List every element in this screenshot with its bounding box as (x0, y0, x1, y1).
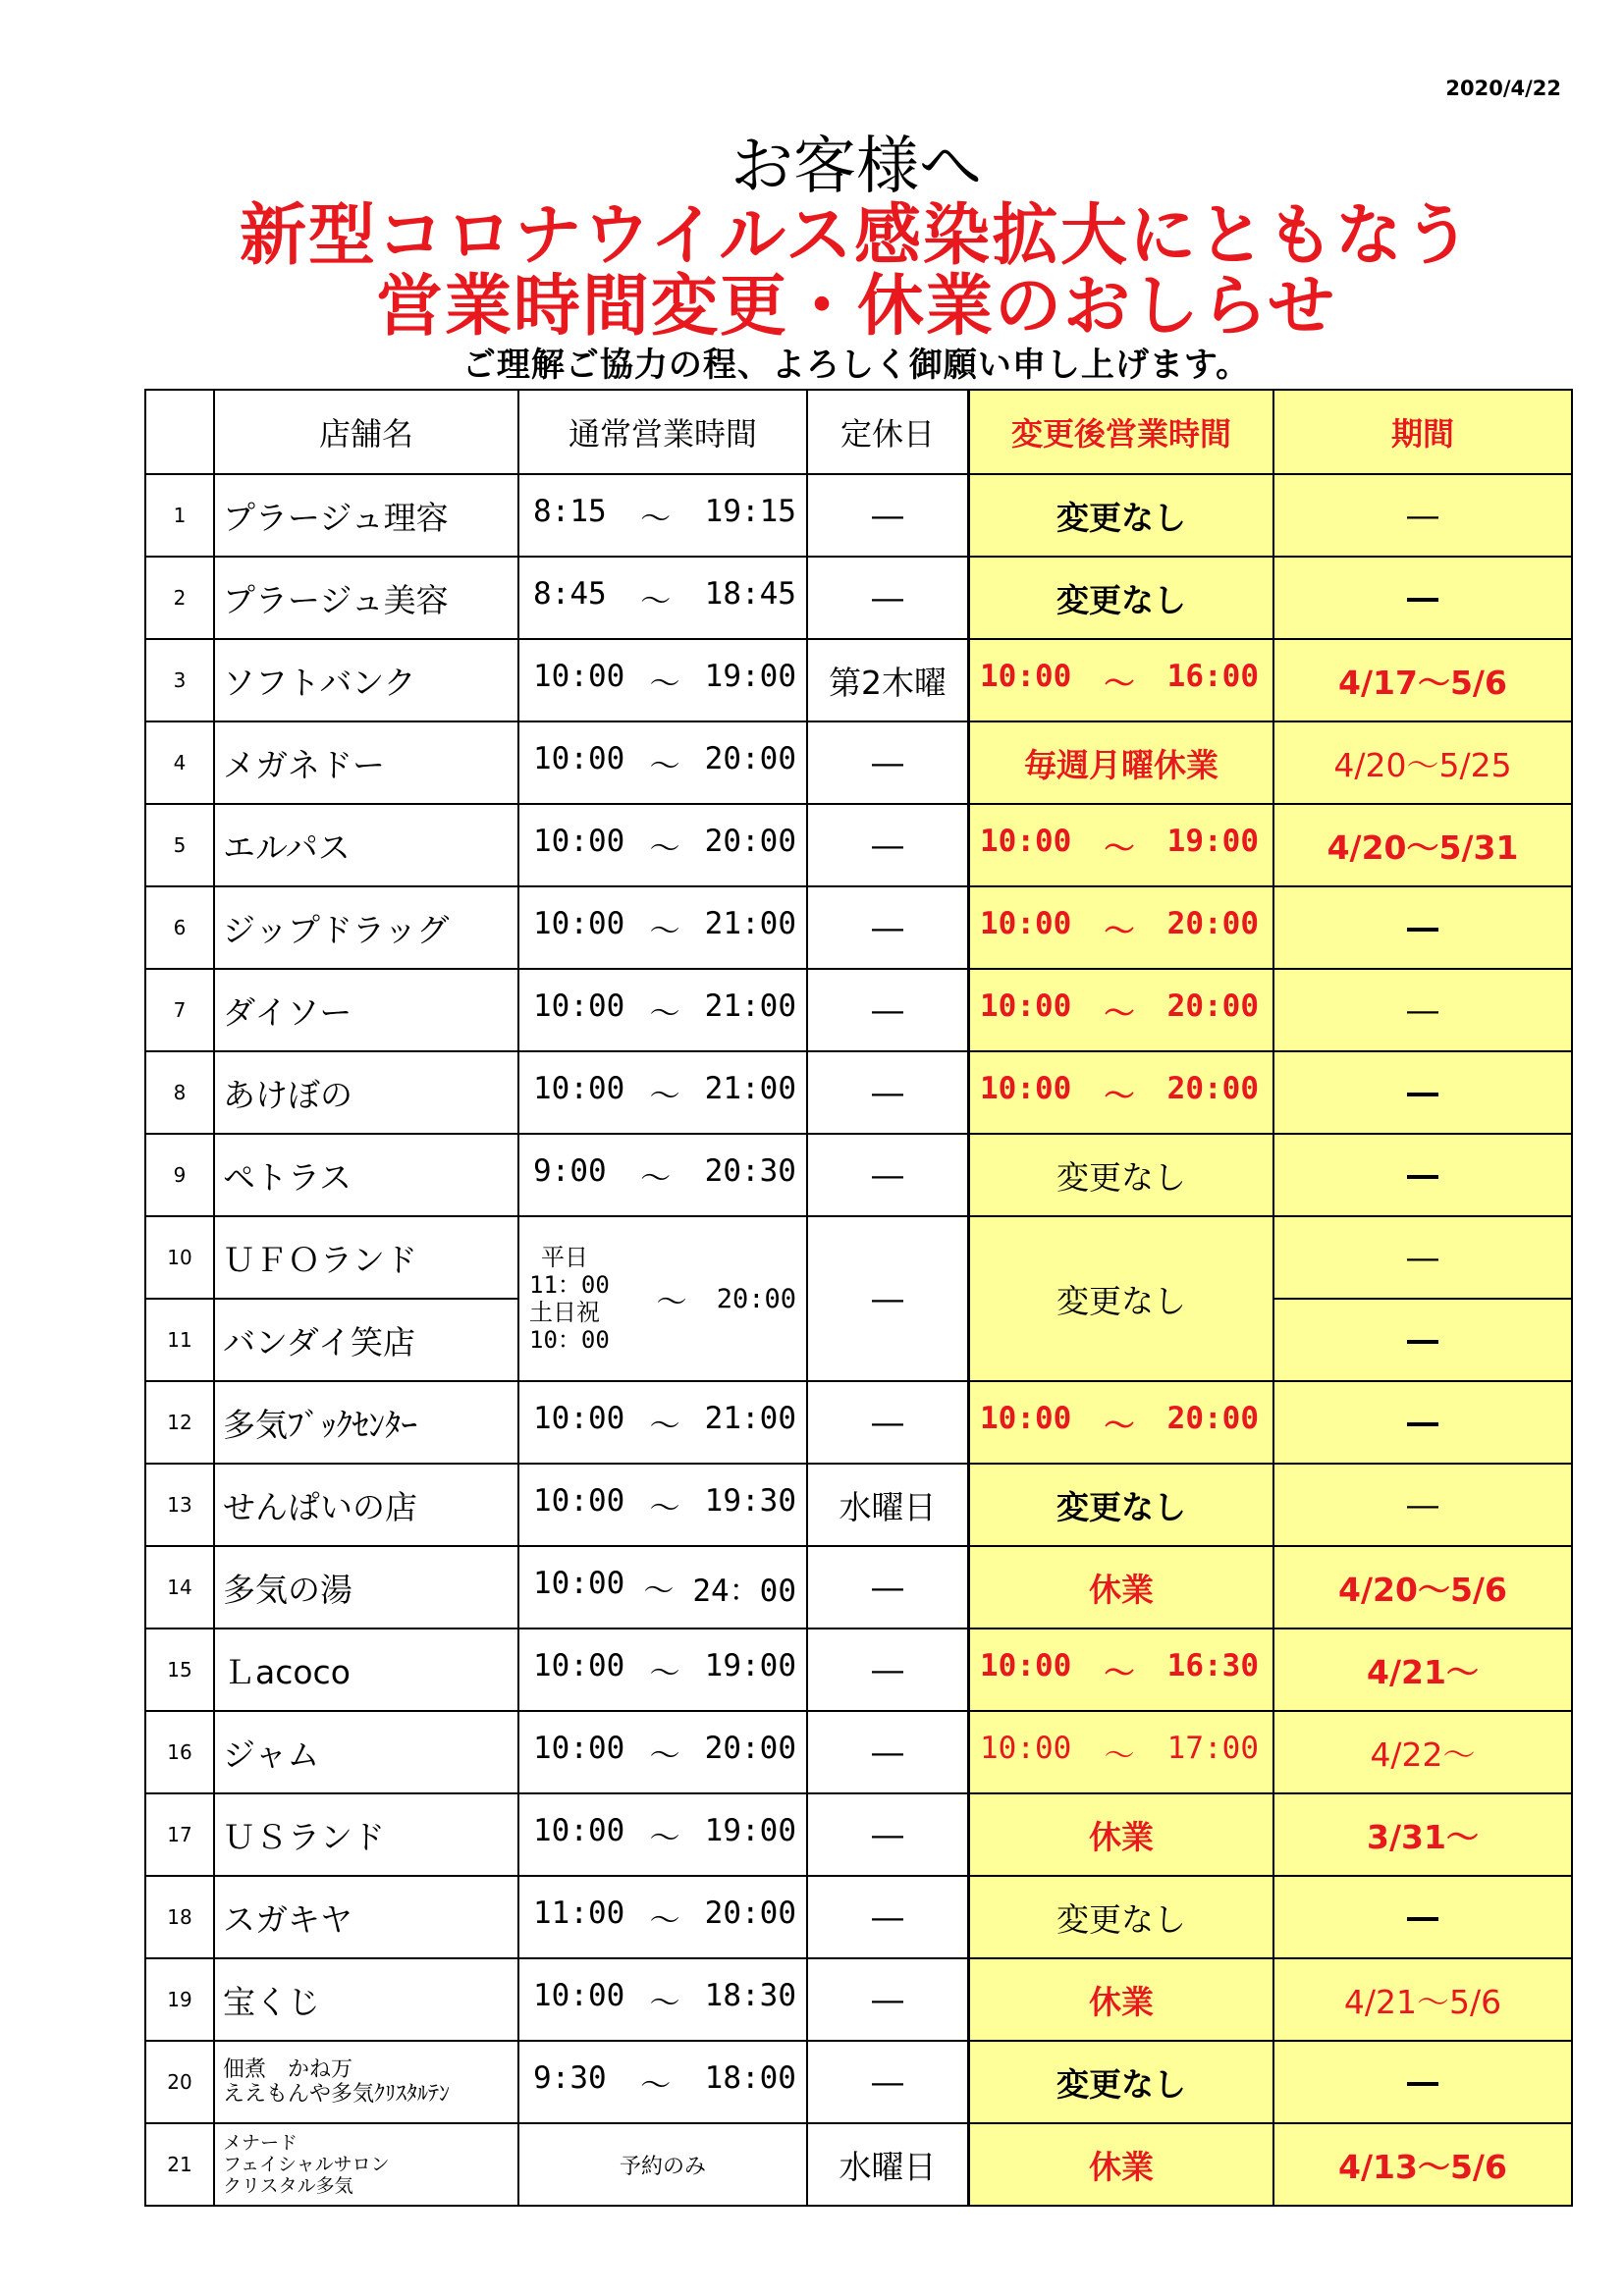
row-number: 6 (145, 886, 214, 969)
changed-close-time: 17:00 (1166, 1730, 1259, 1766)
table-row (145, 1546, 1572, 1629)
changed-open-time: 10:00 (980, 905, 1072, 941)
range-tilde: ～ (643, 1573, 675, 1609)
open-time: 10:00 (533, 823, 625, 859)
changed-hours (969, 1051, 1274, 1134)
changed-hours (969, 1629, 1274, 1711)
changed-hours: 変更なし (969, 2041, 1274, 2123)
period: ― (1273, 1876, 1572, 1958)
store-name: 多気の湯 (214, 1546, 518, 1629)
changed-close-time: 20:00 (1166, 1400, 1259, 1436)
store-name: ダイソー (214, 969, 518, 1051)
open-time: 10:00 (533, 1070, 625, 1106)
open-time: 8:15 (533, 493, 607, 529)
changed-hours: 休業 (969, 1793, 1274, 1876)
store-name: エルパス (214, 804, 518, 886)
range-tilde: ～ (1104, 1078, 1135, 1114)
normal-hours (518, 1051, 807, 1134)
regular-holiday: ― (807, 1958, 969, 2041)
period: 4/20～5/31 (1273, 804, 1572, 886)
range-tilde: ～ (649, 666, 680, 702)
regular-holiday: ― (807, 804, 969, 886)
changed-hours: 変更なし (969, 1464, 1274, 1546)
table-row (145, 1711, 1572, 1793)
open-time: 10:00 (533, 905, 625, 941)
range-tilde: ～ (656, 1284, 687, 1320)
store-name-line: クリスタル多気 (223, 2175, 353, 2197)
header-regular-holiday: 定休日 (807, 390, 969, 474)
normal-hours (518, 886, 807, 969)
normal-hours (518, 969, 807, 1051)
period: 4/22～ (1273, 1711, 1572, 1793)
store-name: バンダイ笑店 (214, 1299, 518, 1381)
close-time: 20:00 (704, 823, 796, 859)
range-tilde: ～ (640, 583, 672, 619)
store-name (214, 2123, 518, 2206)
range-tilde: ～ (1104, 830, 1135, 867)
period: ― (1273, 1381, 1572, 1464)
regular-holiday: ― (807, 1546, 969, 1629)
row-number: 16 (145, 1711, 214, 1793)
changed-open-time: 10:00 (980, 1730, 1072, 1766)
range-tilde: ～ (649, 1820, 680, 1856)
normal-hours (518, 1876, 807, 1958)
changed-hours: 変更なし (969, 1216, 1274, 1381)
store-name: プラージュ理容 (214, 474, 518, 557)
row-number: 18 (145, 1876, 214, 1958)
range-tilde: ～ (640, 1160, 672, 1197)
range-tilde: ～ (1104, 666, 1135, 702)
open-time: 10:00 (533, 1647, 625, 1683)
store-name: メガネドー (214, 721, 518, 804)
regular-holiday: ― (807, 2041, 969, 2123)
row-number: 7 (145, 969, 214, 1051)
table-row (145, 1381, 1572, 1464)
store-name-line: フェイシャルサロン (223, 2154, 390, 2175)
table-row (145, 886, 1572, 969)
open-time: 9:30 (533, 2059, 607, 2096)
changed-open-time: 10:00 (980, 1400, 1072, 1436)
range-tilde: ～ (649, 1737, 680, 1774)
regular-holiday: 第2木曜 (807, 639, 969, 721)
range-tilde: ～ (649, 1490, 680, 1526)
open-time: 9:00 (533, 1152, 607, 1189)
regular-holiday: 水曜日 (807, 2123, 969, 2206)
open-time: 11:00 (533, 1895, 625, 1931)
regular-holiday: ― (807, 886, 969, 969)
close-time: 20:30 (704, 1152, 796, 1189)
changed-hours (969, 886, 1274, 969)
range-tilde: ～ (649, 1078, 680, 1114)
close-time: 19:15 (704, 493, 796, 529)
close-time: 20:00 (716, 1283, 796, 1314)
row-number: 19 (145, 1958, 214, 2041)
header-num (145, 390, 214, 474)
table-row (145, 2041, 1572, 2123)
document-date: 2020/4/22 (1445, 77, 1561, 100)
range-tilde: ～ (640, 2067, 672, 2104)
normal-hours (518, 1793, 807, 1876)
period: ― (1273, 1051, 1572, 1134)
open-time: 10:00 (533, 988, 625, 1024)
range-tilde: ～ (649, 995, 680, 1032)
table-row (145, 1134, 1572, 1216)
row-number: 4 (145, 721, 214, 804)
store-name: ジャム (214, 1711, 518, 1793)
range-tilde: ～ (649, 748, 680, 784)
close-time: 21:00 (704, 1070, 796, 1106)
normal-hours (518, 557, 807, 639)
normal-hours (518, 1958, 807, 2041)
normal-hours-merged (518, 1216, 807, 1381)
period: 4/17～5/6 (1273, 639, 1572, 721)
row-number: 12 (145, 1381, 214, 1464)
store-name: ソフトバンク (214, 639, 518, 721)
open-time: 10:00 (533, 1812, 625, 1848)
row-number: 11 (145, 1299, 214, 1381)
store-name: スガキヤ (214, 1876, 518, 1958)
changed-hours (969, 804, 1274, 886)
row-number: 9 (145, 1134, 214, 1216)
row-number: 13 (145, 1464, 214, 1546)
table-header-row (145, 390, 1572, 474)
changed-open-time: 10:00 (980, 1647, 1072, 1683)
close-time: 19:30 (704, 1482, 796, 1519)
header-store-name: 店舗名 (214, 390, 518, 474)
changed-hours: 毎週月曜休業 (969, 721, 1274, 804)
close-time: 18:30 (704, 1977, 796, 2013)
range-tilde: ～ (649, 913, 680, 949)
period: 4/13～5/6 (1273, 2123, 1572, 2206)
changed-close-time: 20:00 (1166, 905, 1259, 941)
normal-hours (518, 1546, 807, 1629)
regular-holiday: ― (807, 474, 969, 557)
row-number: 15 (145, 1629, 214, 1711)
row-number: 8 (145, 1051, 214, 1134)
table-row (145, 721, 1572, 804)
regular-holiday: ― (807, 721, 969, 804)
range-tilde: ～ (1104, 1408, 1135, 1444)
close-time: 18:00 (704, 2059, 796, 2096)
table-row (145, 1958, 1572, 2041)
close-time: 20:00 (704, 1895, 796, 1931)
row-number: 3 (145, 639, 214, 721)
store-name: 宝くじ (214, 1958, 518, 2041)
regular-holiday: ― (807, 1711, 969, 1793)
changed-open-time: 10:00 (980, 823, 1072, 859)
close-time: 18:45 (704, 575, 796, 612)
changed-hours (969, 639, 1274, 721)
weekday-open-time: 11：00 (529, 1271, 610, 1299)
changed-open-time: 10:00 (980, 988, 1072, 1024)
period: 3/31～ (1273, 1793, 1572, 1876)
close-time: 19:00 (704, 1812, 796, 1848)
range-tilde: ～ (1104, 1655, 1135, 1691)
table-row (145, 1216, 1572, 1299)
table-row (145, 639, 1572, 721)
weekend-label: 土日祝 (529, 1299, 600, 1326)
open-time: 10:00 (533, 1400, 625, 1436)
regular-holiday: ― (807, 1793, 969, 1876)
close-time: 24：00 (692, 1573, 796, 1609)
range-tilde: ～ (649, 1655, 680, 1691)
period: 4/20～5/25 (1273, 721, 1572, 804)
header-changed-hours: 変更後営業時間 (969, 390, 1274, 474)
close-time: 21:00 (704, 988, 796, 1024)
changed-hours: 休業 (969, 2123, 1274, 2206)
changed-hours: 休業 (969, 1958, 1274, 2041)
changed-close-time: 20:00 (1166, 988, 1259, 1024)
row-number: 5 (145, 804, 214, 886)
changed-open-time: 10:00 (980, 1070, 1072, 1106)
changed-hours: 変更なし (969, 474, 1274, 557)
store-name: プラージュ美容 (214, 557, 518, 639)
row-number: 2 (145, 557, 214, 639)
changed-hours (969, 1711, 1274, 1793)
store-name: Ｌacoco (214, 1629, 518, 1711)
table-row (145, 1629, 1572, 1711)
normal-hours (518, 804, 807, 886)
regular-holiday: ― (807, 1216, 969, 1381)
normal-hours (518, 639, 807, 721)
changed-close-time: 19:00 (1166, 823, 1259, 859)
changed-close-time: 16:30 (1166, 1647, 1259, 1683)
period: 4/21～5/6 (1273, 1958, 1572, 2041)
notice-title-line2: 営業時間変更・休業のおしらせ (376, 268, 1336, 346)
changed-hours (969, 1381, 1274, 1464)
changed-hours (969, 969, 1274, 1051)
range-tilde: ～ (649, 1408, 680, 1444)
regular-holiday: ― (807, 1134, 969, 1216)
table-row (145, 804, 1572, 886)
normal-hours: 予約のみ (518, 2123, 807, 2206)
range-tilde: ～ (1104, 1737, 1135, 1774)
table-row (145, 969, 1572, 1051)
period: ― (1273, 1464, 1572, 1546)
range-tilde: ～ (1104, 913, 1135, 949)
changed-hours: 変更なし (969, 557, 1274, 639)
changed-hours: 休業 (969, 1546, 1274, 1629)
range-tilde: ～ (649, 1985, 680, 2021)
normal-hours (518, 1381, 807, 1464)
close-time: 19:00 (704, 658, 796, 694)
period: ― (1273, 1299, 1572, 1381)
table-row (145, 1793, 1572, 1876)
table-row (145, 1051, 1572, 1134)
period: ― (1273, 1134, 1572, 1216)
row-number: 1 (145, 474, 214, 557)
store-name: 多気ﾌﾞｯｸｾﾝﾀｰ (214, 1381, 518, 1464)
open-time: 10:00 (533, 658, 625, 694)
close-time: 20:00 (704, 1730, 796, 1766)
open-time: 8:45 (533, 575, 607, 612)
row-number: 21 (145, 2123, 214, 2206)
normal-hours (518, 1629, 807, 1711)
close-time: 21:00 (704, 1400, 796, 1436)
store-name-line: 佃煮 かね万 (223, 2057, 353, 2082)
open-time: 10:00 (533, 1730, 625, 1766)
changed-hours: 変更なし (969, 1876, 1274, 1958)
row-number: 14 (145, 1546, 214, 1629)
period: ― (1273, 886, 1572, 969)
open-time: 10:00 (533, 740, 625, 776)
normal-hours (518, 1464, 807, 1546)
normal-hours (518, 2041, 807, 2123)
range-tilde: ～ (649, 830, 680, 867)
regular-holiday: ― (807, 1381, 969, 1464)
notice-subtitle: ご理解ご協力の程、よろしく御願い申し上げます。 (461, 346, 1251, 385)
table-row (145, 474, 1572, 557)
table-row (145, 557, 1572, 639)
store-name (214, 2041, 518, 2123)
regular-holiday: ― (807, 557, 969, 639)
hours-schedule (529, 1244, 637, 1354)
open-time: 10:00 (533, 1565, 625, 1601)
close-time: 20:00 (704, 740, 796, 776)
period: ― (1273, 557, 1572, 639)
store-name: ＵＦＯランド (214, 1216, 518, 1299)
table-row (145, 1464, 1572, 1546)
store-name: ジップドラッグ (214, 886, 518, 969)
changed-close-time: 20:00 (1166, 1070, 1259, 1106)
row-number: 17 (145, 1793, 214, 1876)
page-title: お客様へ (731, 131, 982, 203)
store-name: ペトラス (214, 1134, 518, 1216)
period: 4/20～5/6 (1273, 1546, 1572, 1629)
changed-close-time: 16:00 (1166, 658, 1259, 694)
period: ― (1273, 2041, 1572, 2123)
store-name-line: メナード (223, 2132, 298, 2154)
period: ― (1273, 1216, 1572, 1299)
normal-hours (518, 1711, 807, 1793)
table-row (145, 2123, 1572, 2206)
store-name: ＵＳランド (214, 1793, 518, 1876)
regular-holiday: ― (807, 1051, 969, 1134)
normal-hours (518, 1134, 807, 1216)
open-time: 10:00 (533, 1482, 625, 1519)
store-name-line: ええもんや多気ｸﾘｽﾀﾙﾃﾝ (223, 2082, 451, 2107)
period: ― (1273, 474, 1572, 557)
header-normal-hours: 通常営業時間 (518, 390, 807, 474)
changed-hours: 変更なし (969, 1134, 1274, 1216)
row-number: 20 (145, 2041, 214, 2123)
open-time: 10:00 (533, 1977, 625, 2013)
row-number: 10 (145, 1216, 214, 1299)
normal-hours (518, 721, 807, 804)
notice-title-line1: 新型コロナウイルス感染拡大にともなう (240, 197, 1473, 275)
period: 4/21～ (1273, 1629, 1572, 1711)
store-name: あけぼの (214, 1051, 518, 1134)
normal-hours (518, 474, 807, 557)
regular-holiday: ― (807, 969, 969, 1051)
range-tilde: ～ (640, 501, 672, 537)
regular-holiday: 水曜日 (807, 1464, 969, 1546)
range-tilde: ～ (1104, 995, 1135, 1032)
store-hours-table (144, 389, 1573, 2207)
weekend-open-time: 10：00 (529, 1326, 610, 1354)
range-tilde: ～ (649, 1902, 680, 1939)
weekday-label: 平日 (541, 1244, 588, 1271)
header-period: 期間 (1273, 390, 1572, 474)
regular-holiday: ― (807, 1876, 969, 1958)
regular-holiday: ― (807, 1629, 969, 1711)
changed-open-time: 10:00 (980, 658, 1072, 694)
close-time: 19:00 (704, 1647, 796, 1683)
table-row (145, 1876, 1572, 1958)
period: ― (1273, 969, 1572, 1051)
close-time: 21:00 (704, 905, 796, 941)
store-name: せんぱいの店 (214, 1464, 518, 1546)
